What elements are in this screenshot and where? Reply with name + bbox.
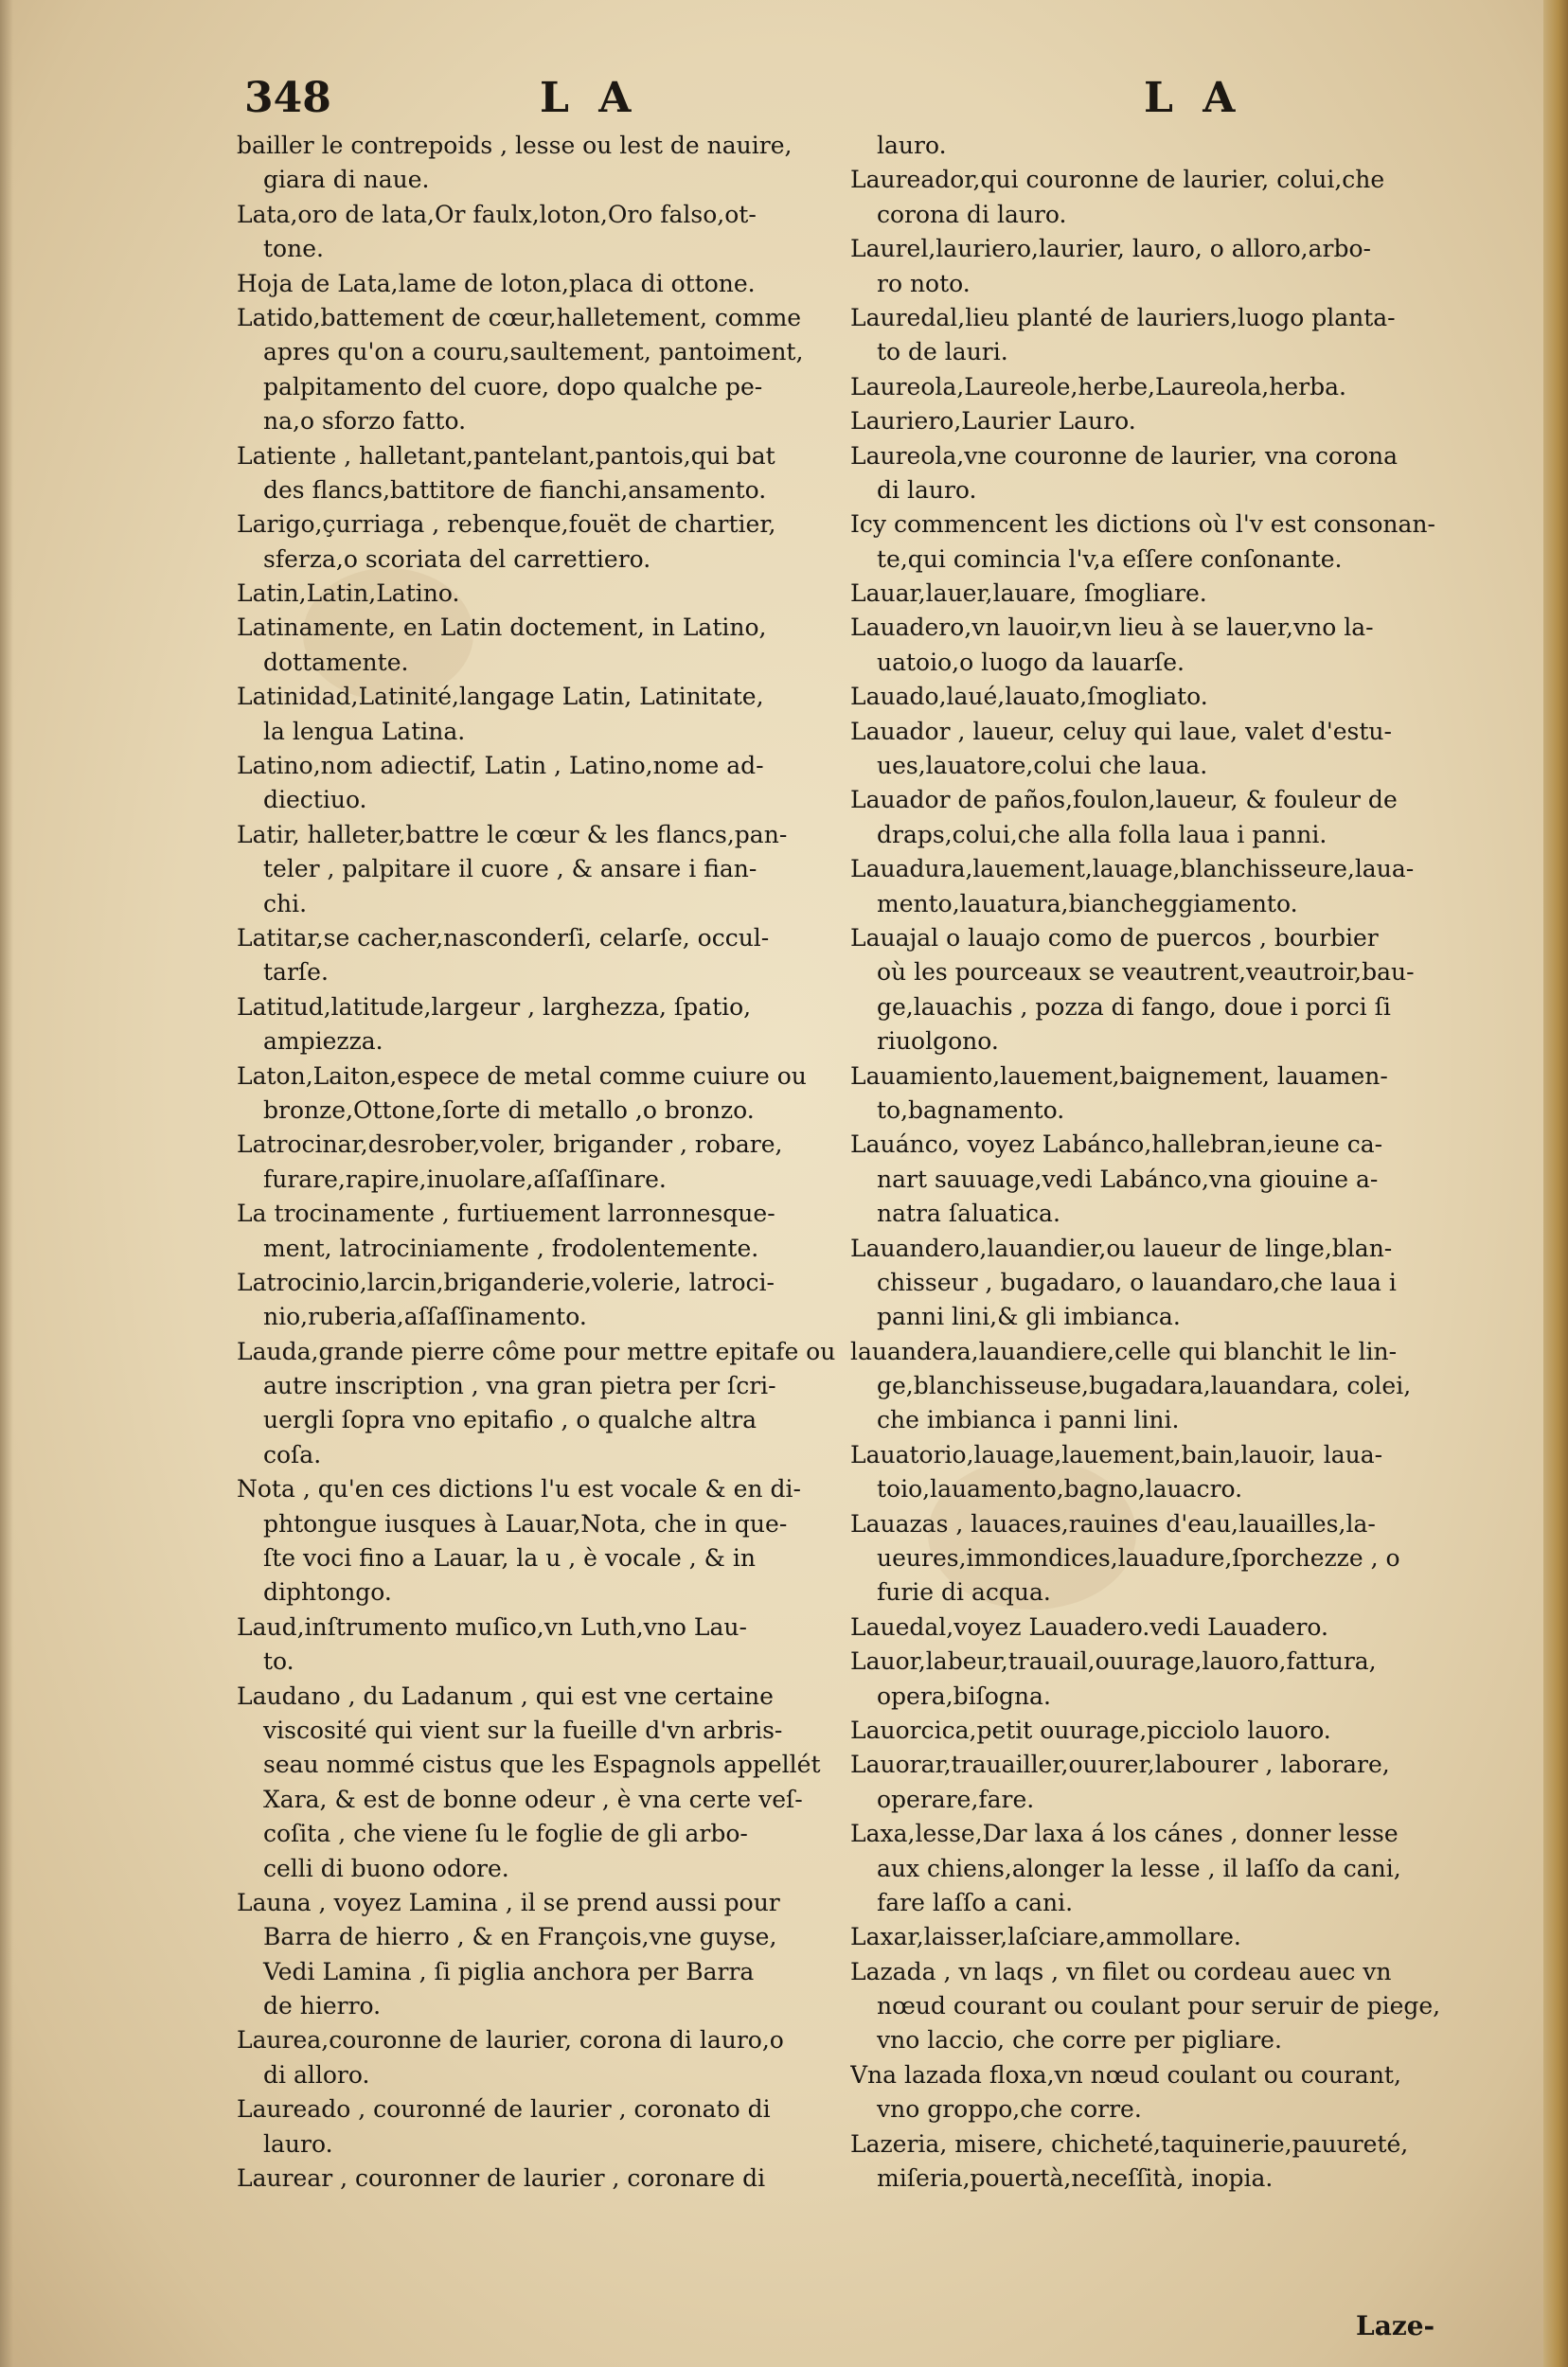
dictionary-line: la lengua Latina. <box>263 717 466 745</box>
dictionary-line: giara di naue. <box>263 166 430 194</box>
page-right-edge <box>1543 0 1568 2367</box>
dictionary-line: nœud courant ou coulant pour seruir de piege, <box>877 1992 1441 2020</box>
dictionary-line: Lauajal o lauajo como de puercos , bourbier <box>850 923 1379 952</box>
dictionary-line: che imbianca i panni lini. <box>877 1406 1180 1434</box>
dictionary-line: Laud,inſtrumento muſico,vn Luth,vno Lau- <box>237 1612 747 1641</box>
dictionary-line: Vna lazada floxa,vn nœud coulant ou courant, <box>850 2060 1401 2089</box>
dictionary-line: vno laccio, che corre per pigliare. <box>877 2026 1282 2055</box>
dictionary-line: di alloro. <box>263 2060 370 2089</box>
dictionary-line: Lauedal,voyez Lauadero.vedi Lauadero. <box>850 1612 1328 1641</box>
dictionary-line: apres qu'on a couru,saultement, pantoiment, <box>263 338 804 366</box>
dictionary-line: Larigo,çurriaga , rebenque,fouët de chartier, <box>237 510 776 539</box>
dictionary-line: Laurel,lauriero,laurier, lauro, o alloro,arbo- <box>850 235 1371 263</box>
right-column <box>850 129 1456 2196</box>
dictionary-line: te,qui comincia l'v,a eſſere conſonante. <box>877 544 1343 573</box>
dictionary-line: Xara, & est de bonne odeur , è vna certe veſ- <box>263 1785 803 1813</box>
dictionary-line: riuolgono. <box>877 1027 999 1056</box>
dictionary-line: Laureola,vne couronne de laurier, vna corona <box>850 441 1399 470</box>
dictionary-line: mento,lauatura,biancheggiamento. <box>877 889 1298 917</box>
dictionary-line: natra ſaluatica. <box>877 1200 1060 1228</box>
dictionary-line: Launa , voyez Lamina , il se prend aussi pour <box>237 1888 780 1916</box>
running-head-right: L A <box>1144 74 1243 122</box>
dictionary-line: Barra de hierro , & en François,vne guyse, <box>263 1923 777 1951</box>
dictionary-line: Latrocinio,larcin,briganderie,volerie, latroci- <box>237 1268 775 1296</box>
dictionary-line: Laureador,qui couronne de laurier, colui,che <box>850 166 1385 194</box>
dictionary-line: miſeria,pouertà,neceſſità, inopia. <box>877 2164 1274 2193</box>
dictionary-line: ueures,immondices,lauadure,ſporchezze , o <box>877 1544 1400 1573</box>
dictionary-line: Nota , qu'en ces dictions l'u est vocale & en di- <box>237 1475 801 1504</box>
dictionary-line: diectiuo. <box>263 786 367 814</box>
dictionary-line: bailler le contrepoids , lesse ou lest de nauire, <box>237 132 793 159</box>
dictionary-line: nio,ruberia,aſſaſſinamento. <box>263 1303 587 1331</box>
dictionary-line: Laurear , couronner de laurier , coronare di <box>237 2164 766 2193</box>
running-head-left: L A <box>540 74 639 122</box>
dictionary-line: autre inscription , vna gran pietra per ſcri- <box>263 1372 776 1400</box>
dictionary-line: chi. <box>263 889 308 917</box>
dictionary-line: où les pourceaux se veautrent,veautroir,bau- <box>877 958 1415 987</box>
dictionary-line: viscosité qui vient sur la fueille d'vn arbris- <box>263 1716 783 1744</box>
dictionary-line: phtongue iusques à Lauar,Nota, che in que- <box>263 1509 788 1538</box>
page-left-shadow <box>0 0 13 2367</box>
dictionary-line: Lauorcica,petit ouurage,picciolo lauoro. <box>850 1716 1331 1744</box>
dictionary-line: uergli ſopra vno epitafio , o qualche altra <box>263 1406 757 1434</box>
dictionary-line: bronze,Ottone,ſorte di metallo ,o bronzo. <box>263 1095 755 1124</box>
dictionary-line: opera,biſogna. <box>877 1682 1051 1710</box>
dictionary-line: Laureola,Laureole,herbe,Laureola,herba. <box>850 372 1346 400</box>
dictionary-line: seau nommé cistus que les Espagnols appellét <box>263 1751 821 1779</box>
dictionary-line: furare,rapire,inuolare,aſſaſſinare. <box>263 1165 667 1193</box>
dictionary-line: Lauado,laué,lauato,ſmogliato. <box>850 683 1208 711</box>
dictionary-line: chisseur , bugadaro, o lauandaro,che laua i <box>877 1268 1397 1296</box>
dictionary-line: Latino,nom adiectif, Latin , Latino,nome ad- <box>237 752 764 780</box>
dictionary-line: Laton,Laiton,espece de metal comme cuiure ou <box>237 1061 807 1090</box>
dictionary-line: to. <box>263 1647 294 1676</box>
dictionary-line: ment, latrociniamente , frodolentemente. <box>263 1234 759 1262</box>
dictionary-line: Laxa,lesse,Dar laxa á los cánes , donner lesse <box>850 1820 1399 1848</box>
dictionary-line: Laxar,laisser,laſciare,ammollare. <box>850 1923 1241 1951</box>
dictionary-line: dottamente. <box>263 648 409 676</box>
dictionary-line: nart sauuage,vedi Labánco,vna giouine a- <box>877 1165 1379 1193</box>
dictionary-line: di lauro. <box>877 475 977 504</box>
dictionary-line: ampiezza. <box>263 1027 383 1056</box>
dictionary-line: Lauador , laueur, celuy qui laue, valet d'estu- <box>850 717 1392 745</box>
dictionary-line: Lauredal,lieu planté de lauriers,luogo planta- <box>850 303 1396 331</box>
dictionary-line: Latiente , halletant,pantelant,pantois,qui bat <box>237 441 775 470</box>
dictionary-line: operare,fare. <box>877 1785 1035 1813</box>
dictionary-line: tone. <box>263 235 324 263</box>
dictionary-line: Lauazas , lauaces,rauines d'eau,lauailles,la- <box>850 1509 1376 1538</box>
dictionary-line: Lauador de paños,foulon,laueur, & fouleur de <box>850 786 1398 814</box>
dictionary-line: uatoio,o luogo da lauarſe. <box>877 648 1185 676</box>
dictionary-line: Vedi Lamina , ſi piglia anchora per Barra <box>263 1957 755 1985</box>
dictionary-line: Lauadero,vn lauoir,vn lieu à se lauer,vno la- <box>850 614 1374 642</box>
dictionary-line: corona di lauro. <box>877 200 1067 228</box>
dictionary-line: Latido,battement de cœur,halletement, comme <box>237 303 802 331</box>
dictionary-line: Lauar,lauer,lauare, ſmogliare. <box>850 579 1207 608</box>
dictionary-line: Laudano , du Ladanum , qui est vne certaine <box>237 1682 774 1710</box>
dictionary-line: vno groppo,che corre. <box>877 2095 1142 2124</box>
dictionary-line: Icy commencent les dictions où l'v est consonan- <box>850 510 1435 539</box>
dictionary-line: Lazeria, misere, chicheté,taquinerie,pauureté, <box>850 2129 1409 2158</box>
dictionary-line: sferza,o scoriata del carrettiero. <box>263 544 651 573</box>
dictionary-line: palpitamento del cuore, dopo qualche pe- <box>263 372 763 400</box>
dictionary-line: toio,lauamento,bagno,lauacro. <box>877 1475 1243 1504</box>
dictionary-line: ues,lauatore,colui che laua. <box>877 752 1208 780</box>
dictionary-line: Lata,oro de lata,Or faulx,loton,Oro falso,ot- <box>237 200 757 228</box>
dictionary-line: fare laſſo a cani. <box>877 1888 1074 1916</box>
dictionary-line: tarſe. <box>263 958 329 987</box>
dictionary-line: panni lini,& gli imbianca. <box>877 1303 1181 1331</box>
dictionary-line: des flancs,battitore de fianchi,ansamento. <box>263 475 767 504</box>
dictionary-line: Latir, halleter,battre le cœur & les flancs,pan- <box>237 820 788 848</box>
dictionary-line: teler , palpitare il cuore , & ansare i fian- <box>263 855 757 883</box>
dictionary-line: Lauda,grande pierre côme pour mettre epitafe ou <box>237 1337 836 1365</box>
dictionary-line: coſita , che viene ſu le foglie de gli arbo- <box>263 1820 748 1848</box>
dictionary-line: Laureado , couronné de laurier , coronato di <box>237 2095 771 2124</box>
dictionary-line: Latitar,se cacher,nasconderſi, celarſe, occul- <box>237 923 770 952</box>
dictionary-line: ſte voci fino a Lauar, la u , è vocale , & in <box>263 1544 756 1573</box>
dictionary-line: Latitud,latitude,largeur , larghezza, ſpatio, <box>237 992 752 1021</box>
dictionary-line: diphtongo. <box>263 1578 392 1607</box>
dictionary-line: lauro. <box>263 2129 333 2158</box>
dictionary-line: Lauánco, voyez Labánco,hallebran,ieune ca- <box>850 1130 1383 1159</box>
dictionary-line: aux chiens,alonger la lesse , il laſſo da cani, <box>877 1854 1401 1882</box>
catchword: Laze- <box>1356 2310 1435 2341</box>
dictionary-line: Lauatorio,lauage,lauement,bain,lauoir, laua- <box>850 1440 1383 1468</box>
dictionary-line: Lauadura,lauement,lauage,blanchisseure,laua- <box>850 855 1415 883</box>
dictionary-line: ro noto. <box>877 269 971 297</box>
dictionary-line: lauandera,lauandiere,celle qui blanchit le lin- <box>850 1337 1398 1365</box>
page-number: 348 <box>244 74 331 122</box>
dictionary-line: de hierro. <box>263 1992 382 2020</box>
dictionary-line: Hoja de Lata,lame de loton,placa di ottone. <box>237 269 756 297</box>
dictionary-line: to,bagnamento. <box>877 1095 1065 1124</box>
dictionary-line: Latin,Latin,Latino. <box>237 579 460 608</box>
dictionary-line: Laurea,couronne de laurier, corona di lauro,o <box>237 2026 784 2055</box>
dictionary-line: coſa. <box>263 1440 322 1468</box>
dictionary-line: Lauorar,trauailler,ouurer,labourer , laborare, <box>850 1751 1390 1779</box>
dictionary-line: furie di acqua. <box>877 1578 1051 1607</box>
dictionary-line: Lauriero,Laurier Lauro. <box>850 407 1136 436</box>
dictionary-line: Latinamente, en Latin doctement, in Latino, <box>237 614 767 642</box>
dictionary-line: Latrocinar,desrober,voler, brigander , robare, <box>237 1130 783 1159</box>
dictionary-line: Lazada , vn laqs , vn filet ou cordeau auec vn <box>850 1957 1392 1985</box>
dictionary-line: ge,blanchisseuse,bugadara,lauandara, colei, <box>877 1372 1412 1400</box>
dictionary-line: celli di buono odore. <box>263 1854 509 1882</box>
dictionary-line: Latinidad,Latinité,langage Latin, Latinitate, <box>237 683 764 711</box>
dictionary-line: lauro. <box>877 132 947 159</box>
dictionary-line: draps,colui,che alla folla laua i panni. <box>877 820 1327 848</box>
dictionary-line: na,o sforzo fatto. <box>263 407 467 436</box>
dictionary-line: Lauandero,lauandier,ou laueur de linge,blan- <box>850 1234 1393 1262</box>
dictionary-line: Lauamiento,lauement,baignement, lauamen- <box>850 1061 1388 1090</box>
dictionary-line: La trocinamente , furtiuement larronnesque- <box>237 1200 775 1228</box>
dictionary-line: to de lauri. <box>877 338 1008 366</box>
dictionary-line: ge,lauachis , pozza di fango, doue i porci ſi <box>877 992 1391 1021</box>
left-column <box>237 129 843 2196</box>
dictionary-line: Lauor,labeur,trauail,ouurage,lauoro,fattura, <box>850 1647 1377 1676</box>
